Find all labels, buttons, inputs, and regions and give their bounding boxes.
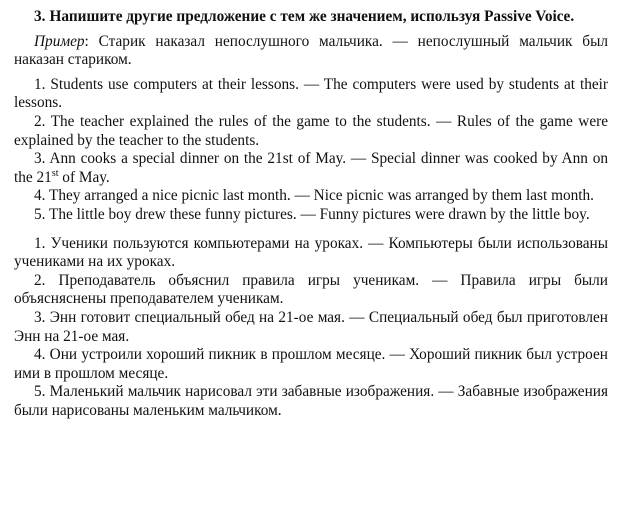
english-item-4: 4. They arranged a nice picnic last month. — Nice picnic was arranged by them last month. <box>34 187 595 205</box>
russian-item-4: 4. Они устроили хороший пикник в прошлом месяце. — Хороший пикник был устроен ими в прошлом месяце. <box>14 346 608 382</box>
exercise-number: 3. <box>34 8 46 25</box>
english-answers <box>14 76 608 225</box>
english-item-3 <box>14 150 608 187</box>
english-item-5: 5. The little boy drew these funny pictures. — Funny pictures were drawn by the little boy. <box>34 205 590 223</box>
example-label: Пример <box>34 32 85 50</box>
ordinal-suffix: st <box>51 167 59 179</box>
exercise-heading <box>14 8 608 27</box>
exercise-title: Напишите другие предложение с тем же значением, используя Passive Voice. <box>49 8 575 25</box>
russian-item-3: 3. Энн готовит специальный обед на 21-ое мая. — Специальный обед был приготовлен Энн на 21-ое мая. <box>14 308 608 345</box>
example-sentence <box>14 33 608 70</box>
english-item-1: 1. Students use computers at their lessons. — The computers were used by students at their lessons. <box>14 75 608 112</box>
english-item-2: 2. The teacher explained the rules of the game to the students. — Rules of the game were explained by the teacher to the students. <box>14 112 608 149</box>
example-text: : Старик наказал непослушного мальчика. — непослушный мальчик был наказан стариком. <box>14 32 608 69</box>
russian-item-1: 1. Ученики пользуются компьютерами на уроках. — Компьютеры были использованы учениками на их уроках. <box>14 234 608 271</box>
russian-answers <box>14 235 608 421</box>
russian-item-2: 2. Преподаватель объяснил правила игры ученикам. — Правила игры были объясняснены преподавателем ученикам. <box>14 271 608 308</box>
russian-item-5: 5. Маленький мальчик нарисовал эти забавные изображения. — Забавные изображения были нарисованы маленьким мальчиком. <box>14 383 608 419</box>
english-item-3-end: of May. <box>58 168 110 186</box>
english-item-3-text: 3. Ann cooks a special dinner on the 21st of May. — Special dinner was cooked by Ann on the 21 <box>14 150 608 186</box>
